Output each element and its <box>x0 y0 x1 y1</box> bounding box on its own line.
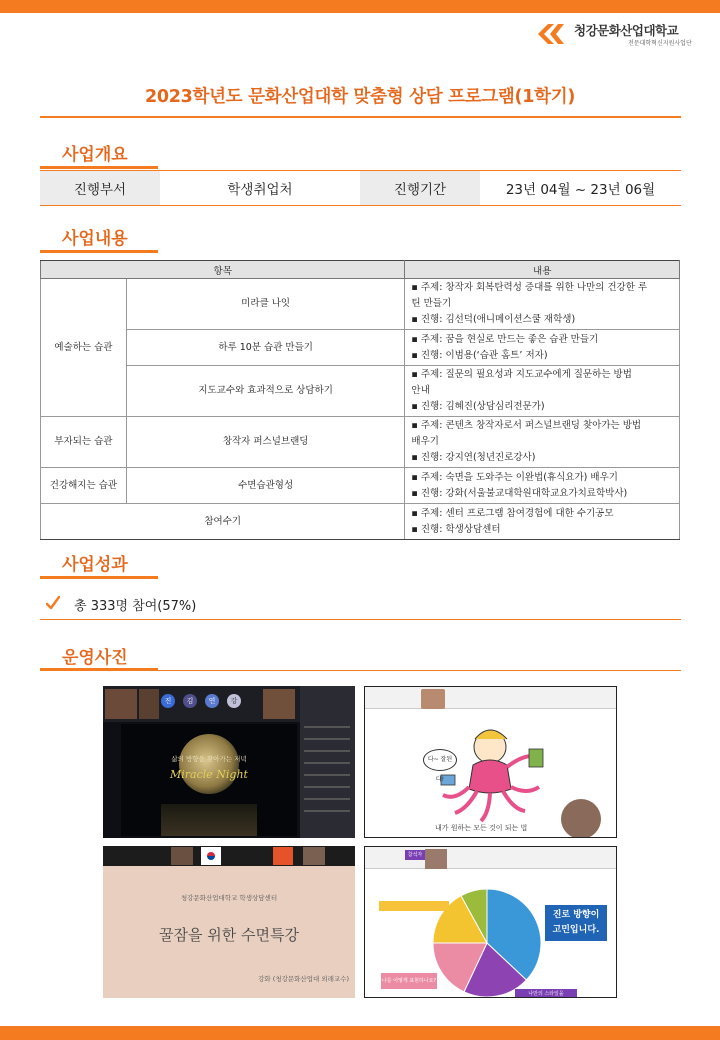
desc-line: ▪ 주제: 꿈을 현실로 만드는 좋은 습관 만들기 <box>411 333 599 345</box>
item-text: 수면습관형성 <box>238 479 294 491</box>
item-text: 효과적으로 상담하기 <box>247 385 333 396</box>
overview-period-label: 진행기간 <box>360 171 480 205</box>
item-cell <box>126 330 405 366</box>
item-text: 창작자 퍼스널브랜딩 <box>222 436 309 447</box>
ck-logo <box>536 20 716 50</box>
desc-line: ▪ 주제: 숙면을 도와주는 이완법(휴식요가) 배우기 <box>411 471 618 483</box>
callout-line: 고민입니다. <box>552 925 600 935</box>
item-text: 미라클 나잇 <box>241 298 291 309</box>
callout-box <box>545 905 607 941</box>
video-strip <box>365 687 617 709</box>
table-header-row <box>41 261 680 279</box>
section-heading-results: 사업성과 <box>62 555 128 575</box>
desc-cell <box>405 504 680 540</box>
desc-line: ▪ 진행: 김혜진(상담심리전문가) <box>411 401 545 412</box>
presenter-video <box>561 799 601 838</box>
desc-line: ▪ 진행: 이범용(‘습관 홈트’ 저자) <box>411 349 548 361</box>
checkmark-icon <box>46 596 60 610</box>
item-cell <box>126 417 405 468</box>
logo-university-name: 청강문화산업대학교 <box>574 23 679 38</box>
slide-banner <box>379 901 449 911</box>
desc-line: ▪ 주제: 센터 프로그램 참여경험에 대한 수기공모 <box>411 507 614 519</box>
result-divider <box>40 619 681 620</box>
item-cell <box>126 279 405 330</box>
table-row <box>41 330 680 366</box>
category-rich <box>41 417 127 468</box>
moon-icon <box>179 734 239 794</box>
screen-text: 삶의 방향을 찾아가는 저녁 <box>171 755 247 763</box>
overview-period-value: 23년 04월 ~ 23년 06월 <box>505 182 656 198</box>
slide-label-a: 나를 어떻게 표현하나요? <box>381 973 437 989</box>
desc-line: ▪ 진행: 김선덕(애니메이션스쿨 재학생) <box>411 314 576 325</box>
title-divider <box>40 116 681 118</box>
section-rule-content <box>40 250 158 253</box>
participant-video <box>105 689 137 719</box>
section-rule-overview <box>40 166 158 169</box>
participant-video <box>139 689 159 719</box>
slide-center-name: 청강문화산업대학교 학생상담센터 <box>180 894 278 902</box>
illustration-caption: 내가 원하는 모든 것이 되는 법 <box>435 824 528 832</box>
desc-line: ▪ 진행: 강화(서울불교대학원대학교요가치료학박사) <box>411 487 628 499</box>
category-art: 예술하는 습관 <box>41 279 127 417</box>
overview-dept-value: 학생취업처 <box>227 182 293 198</box>
desc-line: ▪ 진행: 강지연(청년진로강사) <box>411 452 536 463</box>
photo-miracle-night <box>103 686 355 838</box>
callout-line: 진로 방향이 <box>552 910 600 920</box>
participant-icon: 연 <box>205 694 219 708</box>
participant-icon: 강 <box>227 694 241 708</box>
section-rule-photos <box>40 668 158 671</box>
category-text: 습관 <box>94 436 113 447</box>
table-row <box>41 504 680 540</box>
section-heading-overview: 사업개요 <box>62 145 128 165</box>
document-title: 2023학년도 문화산업대학 맞춤형 상담 프로그램(1학기) <box>144 87 576 107</box>
desc-line: ▪ 진행: 학생상담센터 <box>411 523 501 535</box>
road-image <box>161 804 257 836</box>
item-cell <box>41 504 405 540</box>
item-cell <box>126 366 405 417</box>
shared-screen <box>121 724 297 836</box>
photo-illustration <box>364 686 617 838</box>
participant-video <box>171 847 193 865</box>
table-row <box>41 366 680 417</box>
section-heading-photos: 운영사진 <box>62 648 128 668</box>
category-health <box>41 468 127 504</box>
logo-subtitle: 전문대학혁신지원사업단 <box>628 40 692 47</box>
ck-logo-icon <box>536 22 570 46</box>
bottom-accent-bar <box>0 1026 720 1040</box>
section-thin-rule-photos <box>158 670 681 671</box>
item-text: 하루 10분 <box>218 341 261 353</box>
item-text: 습관 만들기 <box>264 341 313 353</box>
desc-cell <box>405 366 680 417</box>
participants-panel <box>300 686 355 838</box>
program-table <box>40 260 680 540</box>
octopus-illustration <box>415 717 565 827</box>
item-text: 지도교수와 <box>198 385 245 396</box>
category-text: 습관 <box>98 479 118 491</box>
desc-line: 배우기 <box>411 436 439 447</box>
desc-line: ▪ 주제: 창작자 회복탄력성 증대를 위한 나만의 건강한 루 <box>411 282 648 293</box>
screen-script: Miracle Night <box>170 768 248 781</box>
overview-dept-label: 진행부서 <box>40 171 160 205</box>
overview-table <box>40 170 681 206</box>
desc-line: ▪ 주제: 콘텐츠 창작자로서 퍼스널브랜딩 찾아가는 방법 <box>411 420 642 431</box>
table-header-desc: 내용 <box>405 261 680 279</box>
section-heading-content: 사업내용 <box>62 229 128 249</box>
result-summary: 총 333명 참여(57%) <box>74 599 197 614</box>
category-text: 건강해지는 <box>49 479 96 491</box>
desc-line: 틴 만들기 <box>411 298 452 309</box>
slide-speaker: 강화 (청강문화산업대 외래교수) <box>258 975 349 983</box>
participant-video <box>425 849 447 869</box>
desc-line: 안내 <box>411 385 430 396</box>
participant-icon: 김 <box>183 694 197 708</box>
section-rule-results <box>40 576 158 579</box>
slide-label-b: 나만의 스타일을 <box>515 989 577 998</box>
table-row <box>41 279 680 330</box>
participant-tag: 참석자 <box>405 850 425 860</box>
item-cell <box>126 468 405 504</box>
table-row <box>41 468 680 504</box>
participant-video <box>303 847 325 865</box>
table-row <box>41 417 680 468</box>
desc-line: ▪ 주제: 질문의 필요성과 지도교수에게 질문하는 방법 <box>411 369 632 380</box>
table-header-item: 항목 <box>41 261 405 279</box>
participant-video <box>421 689 445 709</box>
flag-icon <box>201 847 221 865</box>
item-text: 참여수기 <box>204 515 242 527</box>
desc-cell <box>405 417 680 468</box>
top-accent-bar <box>0 0 720 13</box>
slide-title: 꿀잠을 위한 수면특강 <box>159 926 299 944</box>
photo-sleep-lecture <box>103 846 355 998</box>
participant-video <box>273 847 293 865</box>
video-strip <box>365 847 617 869</box>
speech-bubble: 다~ 잘된다! <box>423 749 457 771</box>
desc-cell <box>405 468 680 504</box>
photo-pie-slide <box>364 846 617 998</box>
category-text: 부자되는 <box>54 436 92 447</box>
desc-cell <box>405 330 680 366</box>
participant-icon: 진 <box>161 694 175 708</box>
participant-video <box>263 689 295 719</box>
desc-cell <box>405 279 680 330</box>
